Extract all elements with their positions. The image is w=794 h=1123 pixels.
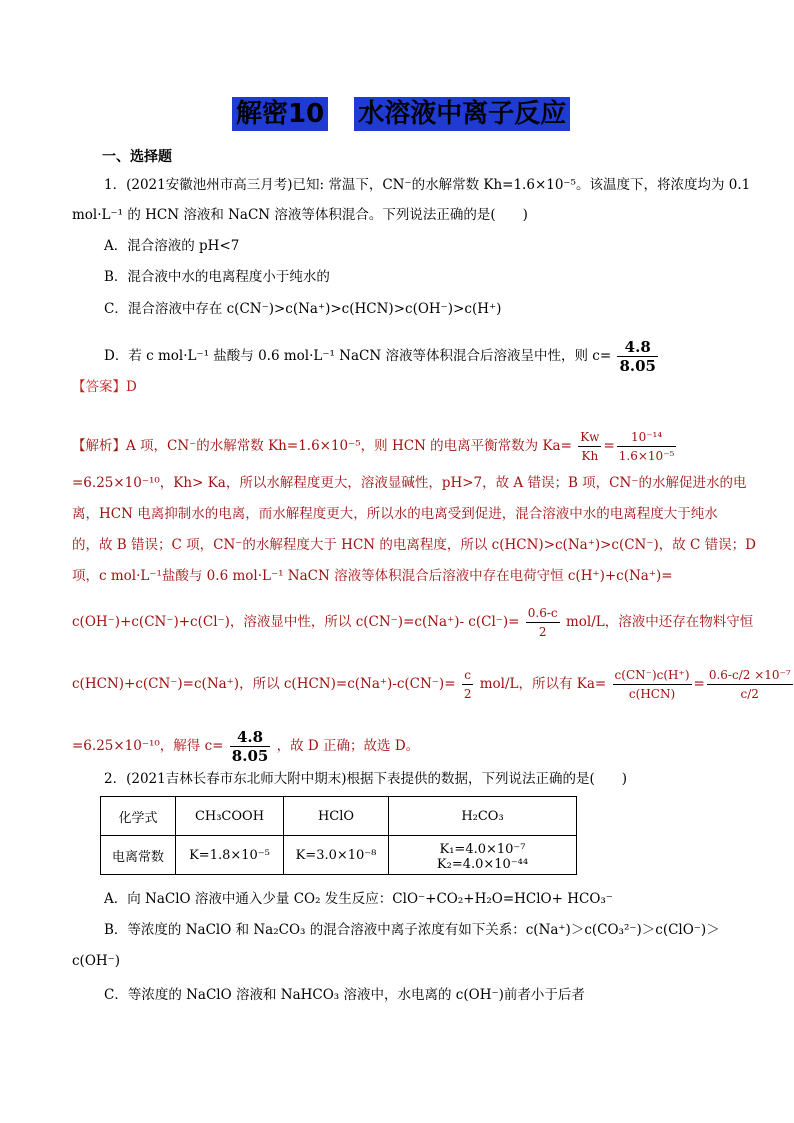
analysis-line3: 离，HCN 电离抑制水的电离，而水解程度更大，所以水的电离受到促进，混合溶液中水的电离程度大于纯水 <box>72 506 718 522</box>
analysis-line1: 【解析】A 项，CN⁻的水解常数 Kh=1.6×10⁻⁵，则 HCN 的电离平衡常数为 Ka= $\frac{Kw}{Kh}$ = $\frac{\text{10⁻¹⁴}}{\text{1.6×10⁻⁵}}$ <box>72 430 675 463</box>
table-cell: K₁=4.0×10⁻⁷ K₂=4.0×10⁻⁴⁴ <box>389 836 577 875</box>
q1-option-d <box>104 338 660 375</box>
fraction-denominator: 1.6×10⁻⁵ <box>618 449 675 463</box>
q2-stem: 2．(2021吉林长春市东北师大附中期末)根据下表提供的数据，下列说法正确的是( ) <box>104 771 628 787</box>
ka-fraction-2 <box>617 428 677 465</box>
fraction-numerator: c(CN⁻)c(H⁺) <box>613 666 692 685</box>
analysis-line8-text-b: ，故 D 正确；故选 D。 <box>276 738 420 754</box>
fraction-numerator: Kw <box>578 428 601 447</box>
fraction-numerator: 10⁻¹⁴ <box>617 428 677 447</box>
q1-answer: 【答案】D <box>72 379 137 395</box>
analysis-line1-text: 【解析】A 项，CN⁻的水解常数 Kh=1.6×10⁻⁵，则 HCN 的电离平衡常数为 Ka= <box>72 438 572 454</box>
analysis-line8-text-a: =6.25×10⁻¹⁰，解得 c= <box>72 738 224 754</box>
q1-option-d-fraction <box>617 338 658 375</box>
title-part1: 解密10 <box>232 97 328 131</box>
analysis-line6-text-b: mol/L，溶液中还存在物料守恒 <box>565 614 754 630</box>
fraction-denominator: 2 <box>538 625 547 639</box>
ka-fraction-1 <box>578 428 601 465</box>
table-cell: HClO <box>284 797 389 836</box>
fraction-numerator: 0.6-c/2 ×10⁻⁷ <box>707 666 793 685</box>
section-heading: 一、选择题 <box>102 149 172 165</box>
q1-line1: 1．(2021安徽池州市高三月考)已知: 常温下，CN⁻的水解常数 Kh=1.6×10⁻⁵。该温度下，将浓度均为 0.1 <box>104 177 751 193</box>
q1-option-b: B．混合液中水的电离程度小于纯水的 <box>104 269 330 285</box>
analysis-line4: 的，故 B 错误；C 项，CN⁻的水解程度大于 HCN 的电离程度，所以 c(HCN)>c(Na⁺)>c(CN⁻)，故 C 错误；D <box>72 537 756 553</box>
analysis-line5: 项，c mol·L⁻¹盐酸与 0.6 mol·L⁻¹ NaCN 溶液等体积混合后溶液中存在电荷守恒 c(H⁺)+c(Na⁺)= <box>72 568 673 584</box>
q1-option-c: C．混合溶液中存在 c(CN⁻)>c(Na⁺)>c(HCN)>c(OH⁻)>c(H⁺) <box>104 301 502 317</box>
table-cell: K=1.8×10⁻⁵ <box>176 836 284 875</box>
fraction-denominator: c(HCN) <box>628 687 676 701</box>
analysis-line6 <box>72 604 753 641</box>
page-title <box>232 96 570 132</box>
fraction-denominator: Kh <box>581 449 599 463</box>
title-part2: 水溶液中离子反应 <box>354 97 570 131</box>
fraction-denominator: 2 <box>463 687 472 701</box>
fraction-denominator: c/2 <box>740 687 759 701</box>
table-header-row <box>101 797 577 836</box>
table-cell: 化学式 <box>101 797 176 836</box>
q1-option-a: A．混合溶液的 pH<7 <box>104 238 240 254</box>
table-row <box>101 836 577 875</box>
analysis-line8 <box>72 728 419 765</box>
fraction-numerator: 4.8 <box>617 338 658 357</box>
fraction-numerator: c <box>462 666 474 685</box>
analysis-line7-text-a: c(HCN)+c(CN⁻)=c(Na⁺)，所以 c(HCN)=c(Na⁺)-c(CN⁻)= <box>72 676 456 692</box>
ka-expression-fraction <box>613 666 692 703</box>
fraction-denominator: 8.05 <box>619 357 656 375</box>
q2-option-a: A．向 NaClO 溶液中通入少量 CO₂ 发生反应：ClO⁻+CO₂+H₂O=HClO+ HCO₃⁻ <box>104 891 613 907</box>
ka-value-fraction <box>707 666 793 703</box>
q1-line2: mol·L⁻¹ 的 HCN 溶液和 NaCN 溶液等体积混合。下列说法正确的是( ) <box>72 207 528 223</box>
q2-option-c: C．等浓度的 NaClO 溶液和 NaHCO₃ 溶液中，水电离的 c(OH⁻)前者小于后者 <box>104 987 585 1003</box>
analysis-line7: c(HCN)+c(CN⁻)=c(Na⁺)，所以 c(HCN)=c(Na⁺)-c(CN⁻)= $\frac{c}{2}$ mol/L，所以有 Ka= $\frac{c(CN^-)c(H^+)}{\text{c(HCN)}}$ = $\frac{\text{0.6-c/2 ×10⁻⁷}}{c/2}$ <box>72 668 791 701</box>
hcn-fraction <box>462 666 474 703</box>
fraction-denominator: 8.05 <box>231 747 269 765</box>
table-cell: CH₃COOH <box>176 797 284 836</box>
fraction-numerator: 4.8 <box>230 728 271 747</box>
analysis-line7-text-b: mol/L，所以有 Ka= <box>479 676 607 692</box>
analysis-line2: =6.25×10⁻¹⁰，Kh> Ka，所以水解程度更大，溶液显碱性，pH>7，故 A 错误；B 项，CN⁻的水解促进水的电 <box>72 475 747 491</box>
table-cell: 电离常数 <box>101 836 176 875</box>
q1-option-d-text: D．若 c mol·L⁻¹ 盐酸与 0.6 mol·L⁻¹ NaCN 溶液等体积混合后溶液呈中性，则 c= <box>104 348 612 364</box>
q2-option-b-line2: c(OH⁻) <box>72 953 121 969</box>
ionization-constant-table <box>100 796 577 875</box>
fraction-numerator: 0.6-c <box>526 604 560 623</box>
q2-option-b-line1: B．等浓度的 NaClO 和 Na₂CO₃ 的混合溶液中离子浓度有如下关系：c(Na⁺)＞c(CO₃²⁻)＞c(ClO⁻)＞ <box>104 922 720 938</box>
table-cell: K=3.0×10⁻⁸ <box>284 836 389 875</box>
cn-fraction <box>526 604 560 641</box>
table-cell: H₂CO₃ <box>389 797 577 836</box>
analysis-line6-text-a: c(OH⁻)+c(CN⁻)+c(Cl⁻)，溶液显中性，所以 c(CN⁻)=c(Na⁺)- c(Cl⁻)= <box>72 614 520 630</box>
solution-fraction <box>230 728 271 765</box>
